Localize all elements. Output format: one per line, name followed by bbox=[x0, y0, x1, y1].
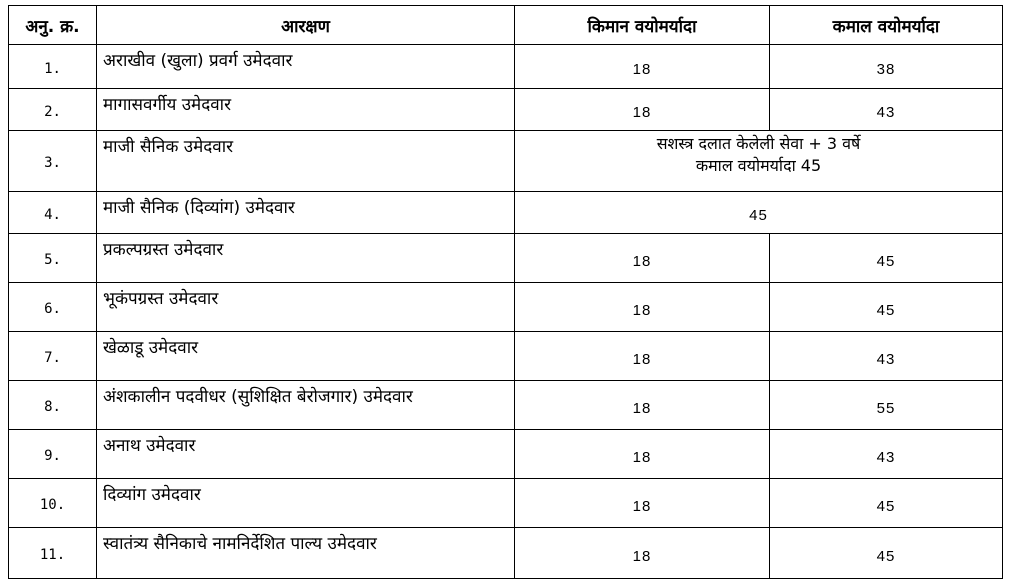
row-category: माजी सैनिक उमेदवार bbox=[97, 131, 515, 192]
row-number: 10. bbox=[9, 479, 97, 528]
row-max-age: 55 bbox=[770, 381, 1003, 430]
row-category: अराखीव (खुला) प्रवर्ग उमेदवार bbox=[97, 45, 515, 89]
table-row bbox=[9, 283, 1003, 332]
row-category: प्रकल्पग्रस्त उमेदवार bbox=[97, 234, 515, 283]
row-min-age: 18 bbox=[515, 332, 770, 381]
row-category: माजी सैनिक (दिव्यांग) उमेदवार bbox=[97, 192, 515, 234]
row-age-merged bbox=[515, 131, 1003, 192]
row-number: 11. bbox=[9, 528, 97, 579]
row-category: दिव्यांग उमेदवार bbox=[97, 479, 515, 528]
row-min-age: 18 bbox=[515, 283, 770, 332]
row-min-age: 18 bbox=[515, 381, 770, 430]
row-max-age: 45 bbox=[770, 234, 1003, 283]
row-max-age: 43 bbox=[770, 332, 1003, 381]
row-max-age: 43 bbox=[770, 89, 1003, 131]
row-max-age: 45 bbox=[770, 479, 1003, 528]
table-row bbox=[9, 45, 1003, 89]
row-category: अंशकालीन पदवीधर (सुशिक्षित बेरोजगार) उमेदवार bbox=[97, 381, 515, 430]
row-min-age: 18 bbox=[515, 45, 770, 89]
table-row bbox=[9, 381, 1003, 430]
row-category: अनाथ उमेदवार bbox=[97, 430, 515, 479]
table-row bbox=[9, 234, 1003, 283]
row-category: मागासवर्गीय उमेदवार bbox=[97, 89, 515, 131]
merged-line-2: कमाल वयोमर्यादा 45 bbox=[695, 156, 822, 175]
row-max-age: 43 bbox=[770, 430, 1003, 479]
row-max-age: 45 bbox=[770, 283, 1003, 332]
row-number: 4. bbox=[9, 192, 97, 234]
row-category: भूकंपग्रस्त उमेदवार bbox=[97, 283, 515, 332]
row-number: 5. bbox=[9, 234, 97, 283]
table-row bbox=[9, 89, 1003, 131]
header-max-age: कमाल वयोमर्यादा bbox=[770, 6, 1003, 45]
header-min-age: किमान वयोमर्यादा bbox=[515, 6, 770, 45]
table-row bbox=[9, 528, 1003, 579]
row-min-age: 18 bbox=[515, 479, 770, 528]
row-age-merged: 45 bbox=[515, 192, 1003, 234]
row-min-age: 18 bbox=[515, 528, 770, 579]
row-min-age: 18 bbox=[515, 89, 770, 131]
row-category: स्वातंत्र्य सैनिकाचे नामनिर्देशित पाल्य उमेदवार bbox=[97, 528, 515, 579]
row-max-age: 45 bbox=[770, 528, 1003, 579]
table-row bbox=[9, 332, 1003, 381]
row-number: 3. bbox=[9, 131, 97, 192]
age-limit-table bbox=[8, 5, 1003, 579]
table-row bbox=[9, 192, 1003, 234]
row-max-age: 38 bbox=[770, 45, 1003, 89]
row-number: 6. bbox=[9, 283, 97, 332]
row-min-age: 18 bbox=[515, 430, 770, 479]
header-row bbox=[9, 6, 1003, 45]
header-sr-no: अनु. क्र. bbox=[9, 6, 97, 45]
row-category: खेळाडू उमेदवार bbox=[97, 332, 515, 381]
table-row bbox=[9, 430, 1003, 479]
row-number: 9. bbox=[9, 430, 97, 479]
row-number: 7. bbox=[9, 332, 97, 381]
merged-line-1: सशस्त्र दलात केलेली सेवा + 3 वर्षे bbox=[656, 134, 861, 153]
row-min-age: 18 bbox=[515, 234, 770, 283]
row-number: 1. bbox=[9, 45, 97, 89]
table-row bbox=[9, 131, 1003, 192]
header-category: आरक्षण bbox=[97, 6, 515, 45]
row-number: 8. bbox=[9, 381, 97, 430]
table-row bbox=[9, 479, 1003, 528]
row-number: 2. bbox=[9, 89, 97, 131]
